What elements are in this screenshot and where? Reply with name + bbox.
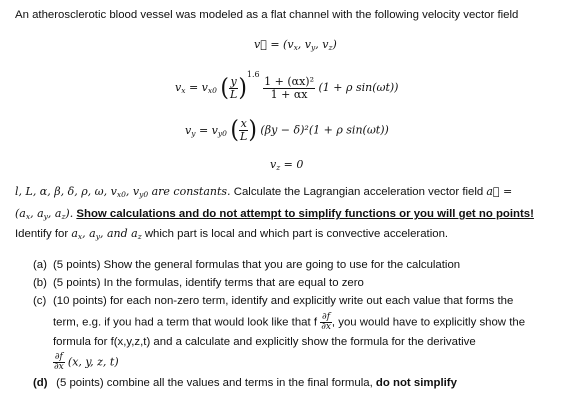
accel-warning-line (15, 207, 534, 221)
equation-vy: $v_y = v_{y0}$ ( $\frac{x}{L}$ ) (βy − δ)²(1 + ρ sin(ωt)) (185, 116, 389, 145)
fraction-y-over-L: $\frac{y}{L}$ (230, 74, 238, 101)
list-item-c: (c) (10 points) for each non-zero term, identify and explicitly write out each value that forms the (33, 295, 514, 307)
fraction-x-over-L: $\frac{x}{L}$ (240, 117, 248, 143)
warning-text: Show calculations and do not attempt to simplify functions or you will get no points! (76, 208, 534, 220)
accel-components: ($a_x$, $a_y$, $a_z$). (15, 207, 74, 221)
fraction-main: $\frac{\text{1 + (αx)²}}{1 + \alpha x}$ (264, 74, 314, 101)
vy-middle: (βy − δ)²(1 + ρ sin(ωt)) (260, 123, 389, 137)
constants-line: l, L, α, β, δ, ρ, ω, $v_{x0}$, $v_{y0}$ are constants. Calculate the Lagrangian acceleration vector field a⃗ = (15, 185, 513, 199)
equation-velocity-vector: v⃗ = ($v_x$, $v_y$, $v_z$) (254, 38, 337, 52)
list-item-c-line2: term, e.g. if you had a term that would look like that f $\frac{\partial f}{\partial x}$ , you would have to explicitly show the (53, 312, 526, 332)
list-item-d: (d) (5 points) combine all the values and terms in the final formula, do not simplify (33, 377, 457, 389)
constants-list: l, L, α, β, δ, ρ, ω, $v_{x0}$, $v_{y0}$ are constants. (15, 185, 231, 199)
exponent: 1.6 (246, 70, 260, 79)
equation-vx: $v_x = v_{x0}$ ( $\frac{y}{L}$ )$^{1.6}$ $\frac{\text{1 + (αx)²}}{1 + \alpha x}$ (1 + ρ sin(ωt)) (175, 70, 399, 102)
vx-tail: (1 + ρ sin(ωt)) (318, 81, 399, 94)
list-item-c-line4: $\frac{\partial f}{\partial x}$ (x, y, z, t) (54, 352, 119, 372)
list-item-a: (a) (5 points) Show the general formulas that you are going to use for the calculation (33, 259, 461, 271)
partial-f-x-fraction-2: $\frac{\partial f}{\partial x}$ (54, 352, 64, 372)
identify-line: Identify for $a_x$, $a_y$, and $a_z$ which part is local and which part is convective acceleration. (15, 227, 449, 241)
vector-v-symbol: v⃗ (254, 38, 267, 51)
partial-f-x-fraction: $\frac{\partial f}{\partial x}$ (321, 312, 331, 332)
equation-vz: $v_z = 0$ (270, 158, 304, 172)
list-item-b: (b) (5 points) In the formulas, identify terms that are equal to zero (33, 277, 364, 289)
problem-intro: An atherosclerotic blood vessel was modeled as a flat channel with the following velocity vector field (15, 9, 519, 21)
list-item-c-line3: formula for f(x,y,z,t) and a calculate and explicitly show the formula for the derivative (53, 336, 476, 348)
